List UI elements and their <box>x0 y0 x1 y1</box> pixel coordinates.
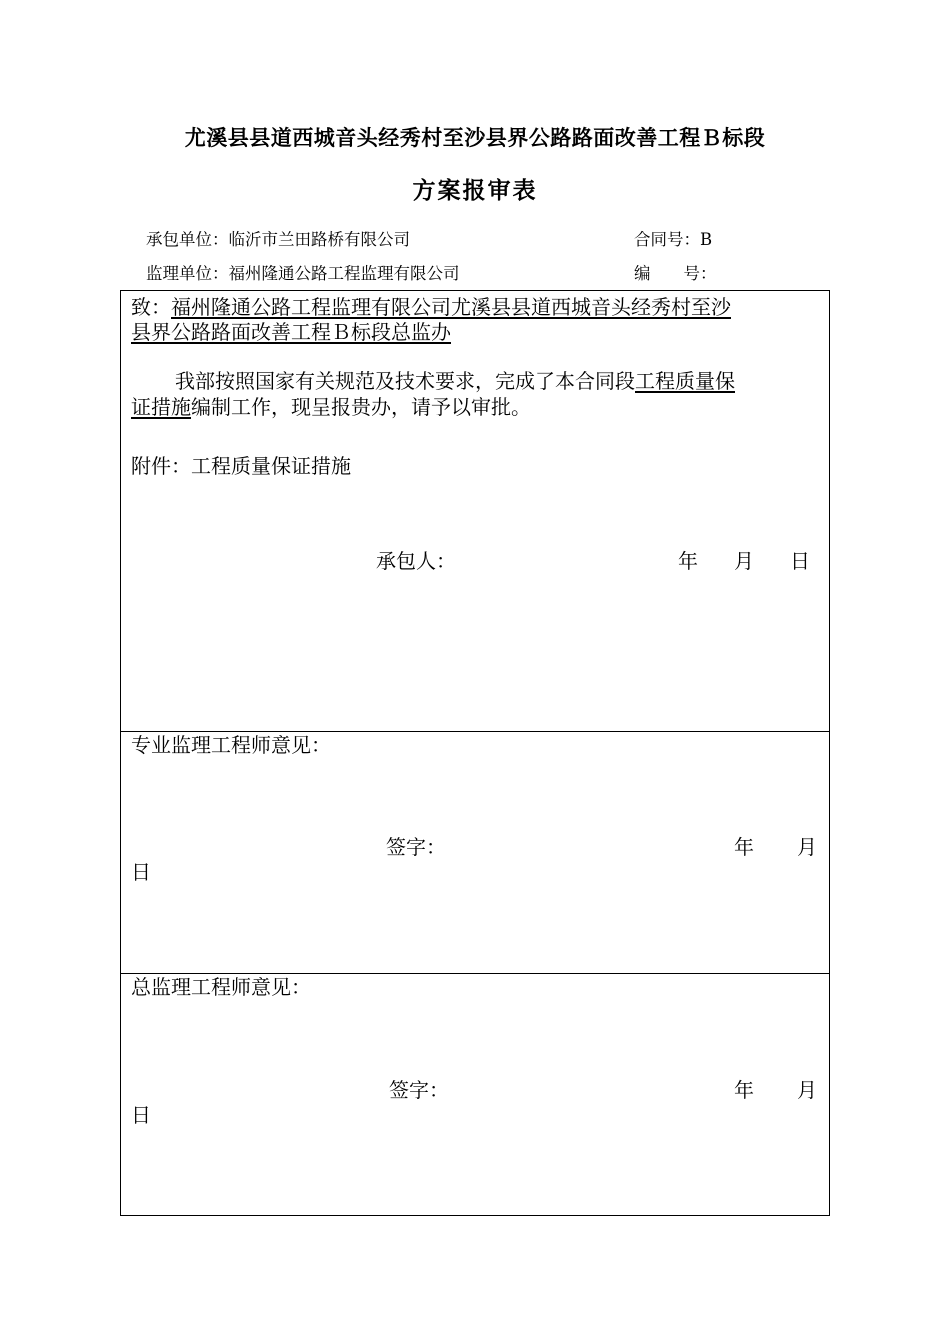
addressee-line-2: 县界公路路面改善工程Ｂ标段总监办 <box>131 320 451 344</box>
year-label: 年 <box>734 1078 754 1102</box>
month-label: 月 <box>797 1078 817 1102</box>
contractor-label: 承包单位： <box>146 230 229 249</box>
month-label: 月 <box>797 835 817 859</box>
year-label: 年 <box>734 835 754 859</box>
attachment-line: 附件：工程质量保证措施 <box>131 454 351 478</box>
contract-no-label: 合同号： <box>634 230 700 249</box>
contractor-signature-label: 承包人： <box>376 549 456 573</box>
contract-no-row <box>634 226 712 250</box>
addressee-name-part1: 福州隆通公路工程监理有限公司尤溪县县道西城音头经秀村至沙 <box>171 295 731 319</box>
body-line-1: 我部按照国家有关规范及技术要求，完成了本合同段工程质量保 <box>175 369 735 393</box>
review-form-table <box>120 290 830 1216</box>
addressee-prefix: 致： <box>131 295 171 319</box>
day-label: 日 <box>131 860 151 884</box>
serial-no-label: 编 号： <box>634 264 717 283</box>
supervisor-value: 福州隆通公路工程监理有限公司 <box>228 264 460 283</box>
day-label: 日 <box>790 549 810 573</box>
document-name-part1: 工程质量保 <box>635 369 735 393</box>
year-label: 年 <box>678 549 698 573</box>
addressee-line-1 <box>131 295 731 320</box>
specialist-opinion-heading: 专业监理工程师意见： <box>131 733 331 757</box>
specialist-signature-label: 签字： <box>386 835 446 859</box>
chief-opinion-heading: 总监理工程师意见： <box>131 975 311 999</box>
document-title: 尤溪县县道西城音头经秀村至沙县界公路路面改善工程Ｂ标段 <box>184 125 766 150</box>
contractor-value: 临沂市兰田路桥有限公司 <box>228 230 410 249</box>
month-label: 月 <box>734 549 754 573</box>
section-divider <box>121 731 829 732</box>
contractor-row <box>146 226 410 250</box>
contract-no-value: B <box>700 230 713 249</box>
body-line-2: 证措施编制工作，现呈报贵办，请予以审批。 <box>131 395 531 419</box>
supervisor-row <box>146 260 460 284</box>
supervisor-label: 监理单位： <box>146 264 229 283</box>
document-name-part2: 证措施 <box>131 395 191 419</box>
chief-signature-label: 签字： <box>389 1078 449 1102</box>
day-label: 日 <box>131 1103 151 1127</box>
section-divider <box>121 973 829 974</box>
form-title: 方案报审表 <box>412 177 538 204</box>
